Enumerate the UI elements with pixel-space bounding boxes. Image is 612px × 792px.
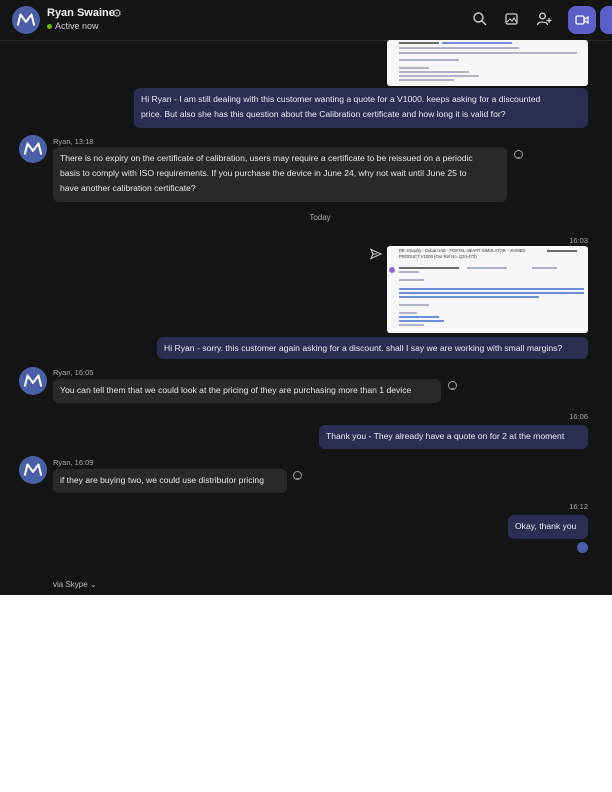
- presence-label: Active now: [55, 21, 99, 31]
- message-time: 16:06: [569, 412, 588, 421]
- presence-status: [47, 21, 99, 31]
- outgoing-message[interactable]: [157, 337, 588, 359]
- incoming-message[interactable]: [53, 379, 441, 403]
- message-text-line: price. But also she has this question about the Calibration certificate and how long it is valid for?: [141, 109, 506, 119]
- message-text-line: There is no expiry on the certificate of calibration, users may require a certificate to be reissued on a periodic: [60, 153, 473, 163]
- email-attachment-thumbnail[interactable]: [387, 246, 588, 333]
- logo-icon: [22, 459, 44, 481]
- chat-header: [0, 0, 612, 41]
- message-text-line: Hi Ryan - I am still dealing with this customer wanting a quote for a V1000. keeps asking for a discounted: [141, 94, 541, 104]
- forward-icon[interactable]: [370, 248, 382, 260]
- outgoing-message[interactable]: [134, 88, 588, 128]
- message-sender-time: Ryan, 16:09: [53, 458, 94, 467]
- sender-avatar[interactable]: [19, 456, 47, 484]
- chevron-down-icon: ⌄: [89, 580, 97, 589]
- outgoing-message[interactable]: [508, 515, 588, 539]
- message-text-line: basis to comply with ISO requirements. If you purchase the device in June 24, why not wait until June 25 to: [60, 168, 467, 178]
- sender-avatar[interactable]: [19, 135, 47, 163]
- read-receipt-avatar: [577, 542, 588, 553]
- message-text: You can tell them that we could look at the pricing of they are purchasing more than 1 device: [60, 385, 412, 395]
- outgoing-message[interactable]: [319, 425, 588, 449]
- presence-dot-icon: [47, 24, 52, 29]
- incoming-message[interactable]: [53, 147, 507, 202]
- add-person-icon[interactable]: [536, 11, 552, 27]
- sender-avatar-icon: [389, 267, 395, 273]
- message-text: Thank you - They already have a quote on for 2 at the moment: [326, 431, 565, 441]
- video-call-icon: [575, 14, 589, 26]
- logo-icon: [22, 138, 44, 160]
- via-skype-menu[interactable]: [53, 580, 97, 589]
- message-text: Hi Ryan - sorry. this customer again asking for a discount. shall I say we are working with small margins?: [164, 343, 563, 353]
- reaction-icon[interactable]: [448, 381, 457, 390]
- contact-avatar[interactable]: [12, 6, 40, 34]
- attachment-title: RE: Enquiry - Dubai UAE - FOETAL HEART SIMULATOR - VIAMED PRODUCT V1000 (Our Ref No. Q24-473): [399, 248, 526, 259]
- sender-avatar[interactable]: [19, 367, 47, 395]
- incoming-message[interactable]: [53, 469, 287, 493]
- date-divider: Today: [309, 213, 331, 222]
- logo-icon: [15, 9, 37, 31]
- gallery-icon[interactable]: [504, 11, 520, 27]
- logo-icon: [22, 370, 44, 392]
- reaction-icon[interactable]: [514, 150, 523, 159]
- email-attachment-thumbnail[interactable]: [387, 40, 588, 86]
- gear-icon[interactable]: ⚙: [112, 8, 122, 20]
- message-sender-time: Ryan, 16:05: [53, 368, 94, 377]
- via-skype-label: via Skype: [53, 580, 88, 589]
- audio-call-button[interactable]: [600, 6, 612, 34]
- contact-name[interactable]: Ryan Swaine: [47, 7, 115, 19]
- video-call-button[interactable]: [568, 6, 596, 34]
- message-text: Okay, thank you: [515, 521, 577, 531]
- search-icon[interactable]: [472, 11, 488, 27]
- message-text: if they are buying two, we could use distributor pricing: [60, 475, 264, 485]
- message-time: 16:12: [569, 502, 588, 511]
- message-sender-time: Ryan, 13:18: [53, 137, 94, 146]
- message-time: 16:03: [569, 236, 588, 245]
- reaction-icon[interactable]: [293, 471, 302, 480]
- message-text-line: have another calibration certificate?: [60, 183, 196, 193]
